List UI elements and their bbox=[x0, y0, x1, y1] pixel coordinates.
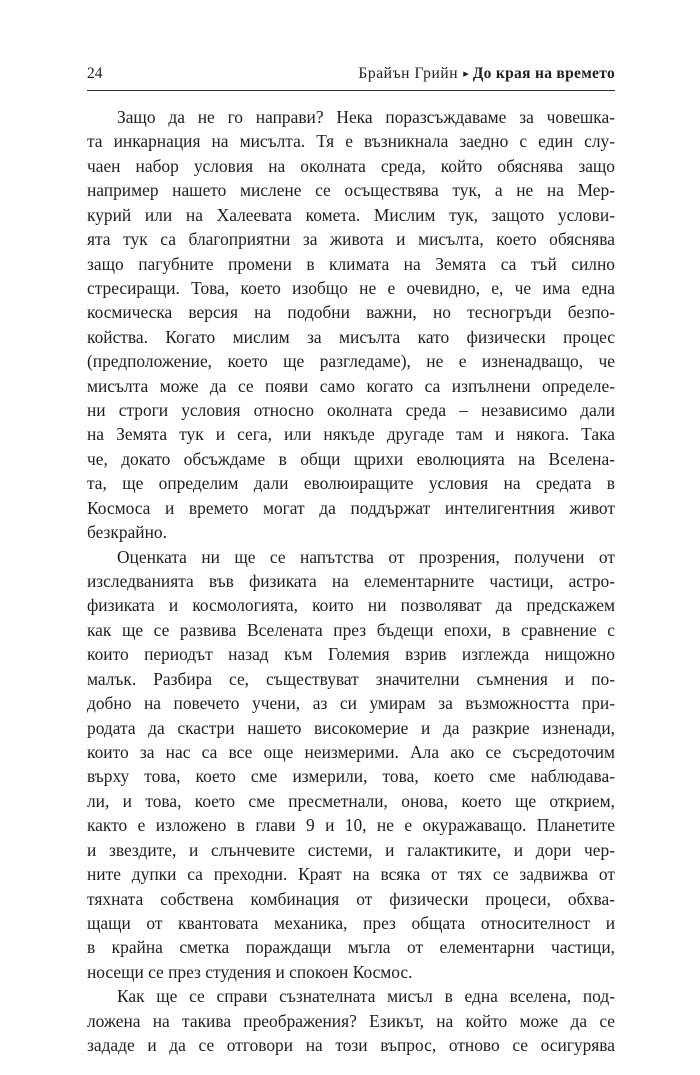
text-line: изследванията във физиката на елементарните частици, астро- bbox=[87, 571, 615, 592]
text-line: как ще се развива Вселената през бъдещи епохи, в сравнение с bbox=[87, 619, 615, 640]
text-line: Космоса и времето могат да поддържат интелигентния живот bbox=[87, 497, 615, 518]
text-line: които за нас са все още неизмерими. Ала ако се съсредоточим bbox=[87, 741, 615, 762]
body-text bbox=[87, 105, 615, 1057]
text-line: и звездите, и слънчевите системи, и галактиките, и дори чер- bbox=[87, 839, 615, 860]
text-line: както е изложено в глави 9 и 10, не е окуражаващо. Планетите bbox=[87, 815, 615, 836]
running-head-right bbox=[358, 63, 615, 86]
author-name: Брайън Грийн bbox=[358, 65, 459, 82]
book-page bbox=[87, 0, 615, 1075]
text-line: щащи от квантовата механика, през общата относителност и bbox=[87, 912, 615, 933]
text-line: например нашето мислене се осъществява тук, а не на Мер- bbox=[87, 180, 615, 201]
text-line: ята тук са благоприятни за живота и мисълта, което обяснява bbox=[87, 229, 615, 250]
text-line: Оценката ни ще се напътства от прозрения, получени от bbox=[117, 546, 615, 567]
text-line: Как ще се справи съзнателната мисъл в една вселена, под- bbox=[117, 986, 615, 1007]
paragraph bbox=[87, 984, 615, 1057]
text-line: на Земята тук и сега, или някъде другаде там и някога. Така bbox=[87, 424, 615, 445]
text-line: които периодът назад към Големия взрив изглежда нищожно bbox=[87, 644, 615, 665]
text-line: стресиращи. Това, което изобщо не е очевидно, е, че има една bbox=[87, 277, 615, 298]
text-line: ните дупки са преходни. Краят на всяка от тях се задвижва от bbox=[87, 864, 615, 885]
header-rule bbox=[87, 90, 615, 91]
text-line: космическа версия на подобни важни, но тесногръди безпо- bbox=[87, 302, 615, 323]
page-number: 24 bbox=[87, 65, 103, 82]
text-line: зададе и да се отговори на този въпрос, отново се осигурява bbox=[87, 1035, 615, 1056]
running-head bbox=[87, 63, 615, 85]
paragraph bbox=[87, 105, 615, 545]
text-line: ни строги условия относно околната среда – независимо дали bbox=[87, 400, 615, 421]
text-line: безкрайно. bbox=[87, 522, 167, 543]
text-line: физиката и космологията, които ни позволяват да предскажем bbox=[87, 595, 615, 616]
book-title: До края на времето bbox=[472, 65, 615, 82]
text-line: в крайна сметка пораждащи мъгла от елементарни частици, bbox=[87, 937, 615, 958]
text-line: тяхната собствена комбинация от физически процеси, обхва- bbox=[87, 888, 615, 909]
text-line: защо пагубните промени в климата на Земята са тъй силно bbox=[87, 253, 615, 274]
text-line: малък. Разбира се, съществуват значителни съмнения и по- bbox=[87, 668, 615, 689]
separator-arrow-icon: ▸ bbox=[463, 68, 469, 80]
text-line: та инкарнация на мисълта. Тя е възникнала заедно с един слу- bbox=[87, 131, 615, 152]
text-line: родата да скастри нашето високомерие и да разкрие изненади, bbox=[87, 717, 615, 738]
text-line: че, докато обсъждаме в общи щрихи еволюцията на Вселена- bbox=[87, 448, 615, 469]
text-line: ложена на такива преображения? Езикът, на който може да се bbox=[87, 1010, 615, 1031]
text-line: та, ще определим дали еволюиращите условия на средата в bbox=[87, 473, 615, 494]
text-line: върху това, което сме измерили, това, което сме наблюдава- bbox=[87, 766, 615, 787]
text-line: добно на повечето учени, аз си умирам за възможността при- bbox=[87, 693, 615, 714]
text-line: носещи се през студения и спокоен Космос. bbox=[87, 961, 413, 982]
text-line: курий или на Халеевата комета. Мислим тук, защото услови- bbox=[87, 204, 615, 225]
text-line: мисълта може да се появи само когато са изпълнени определе- bbox=[87, 375, 615, 396]
paragraph bbox=[87, 545, 615, 985]
text-line: койства. Когато мислим за мисълта като физически процес bbox=[87, 326, 615, 347]
text-line: (предположение, което ще разгледаме), не е изненадващо, че bbox=[87, 351, 615, 372]
text-line: чаен набор условия на околната среда, който обяснява защо bbox=[87, 155, 615, 176]
text-line: ли, и това, което сме пресметнали, онова, което ще открием, bbox=[87, 790, 615, 811]
text-line: Защо да не го направи? Нека поразсъждаваме за човешка- bbox=[117, 107, 615, 127]
